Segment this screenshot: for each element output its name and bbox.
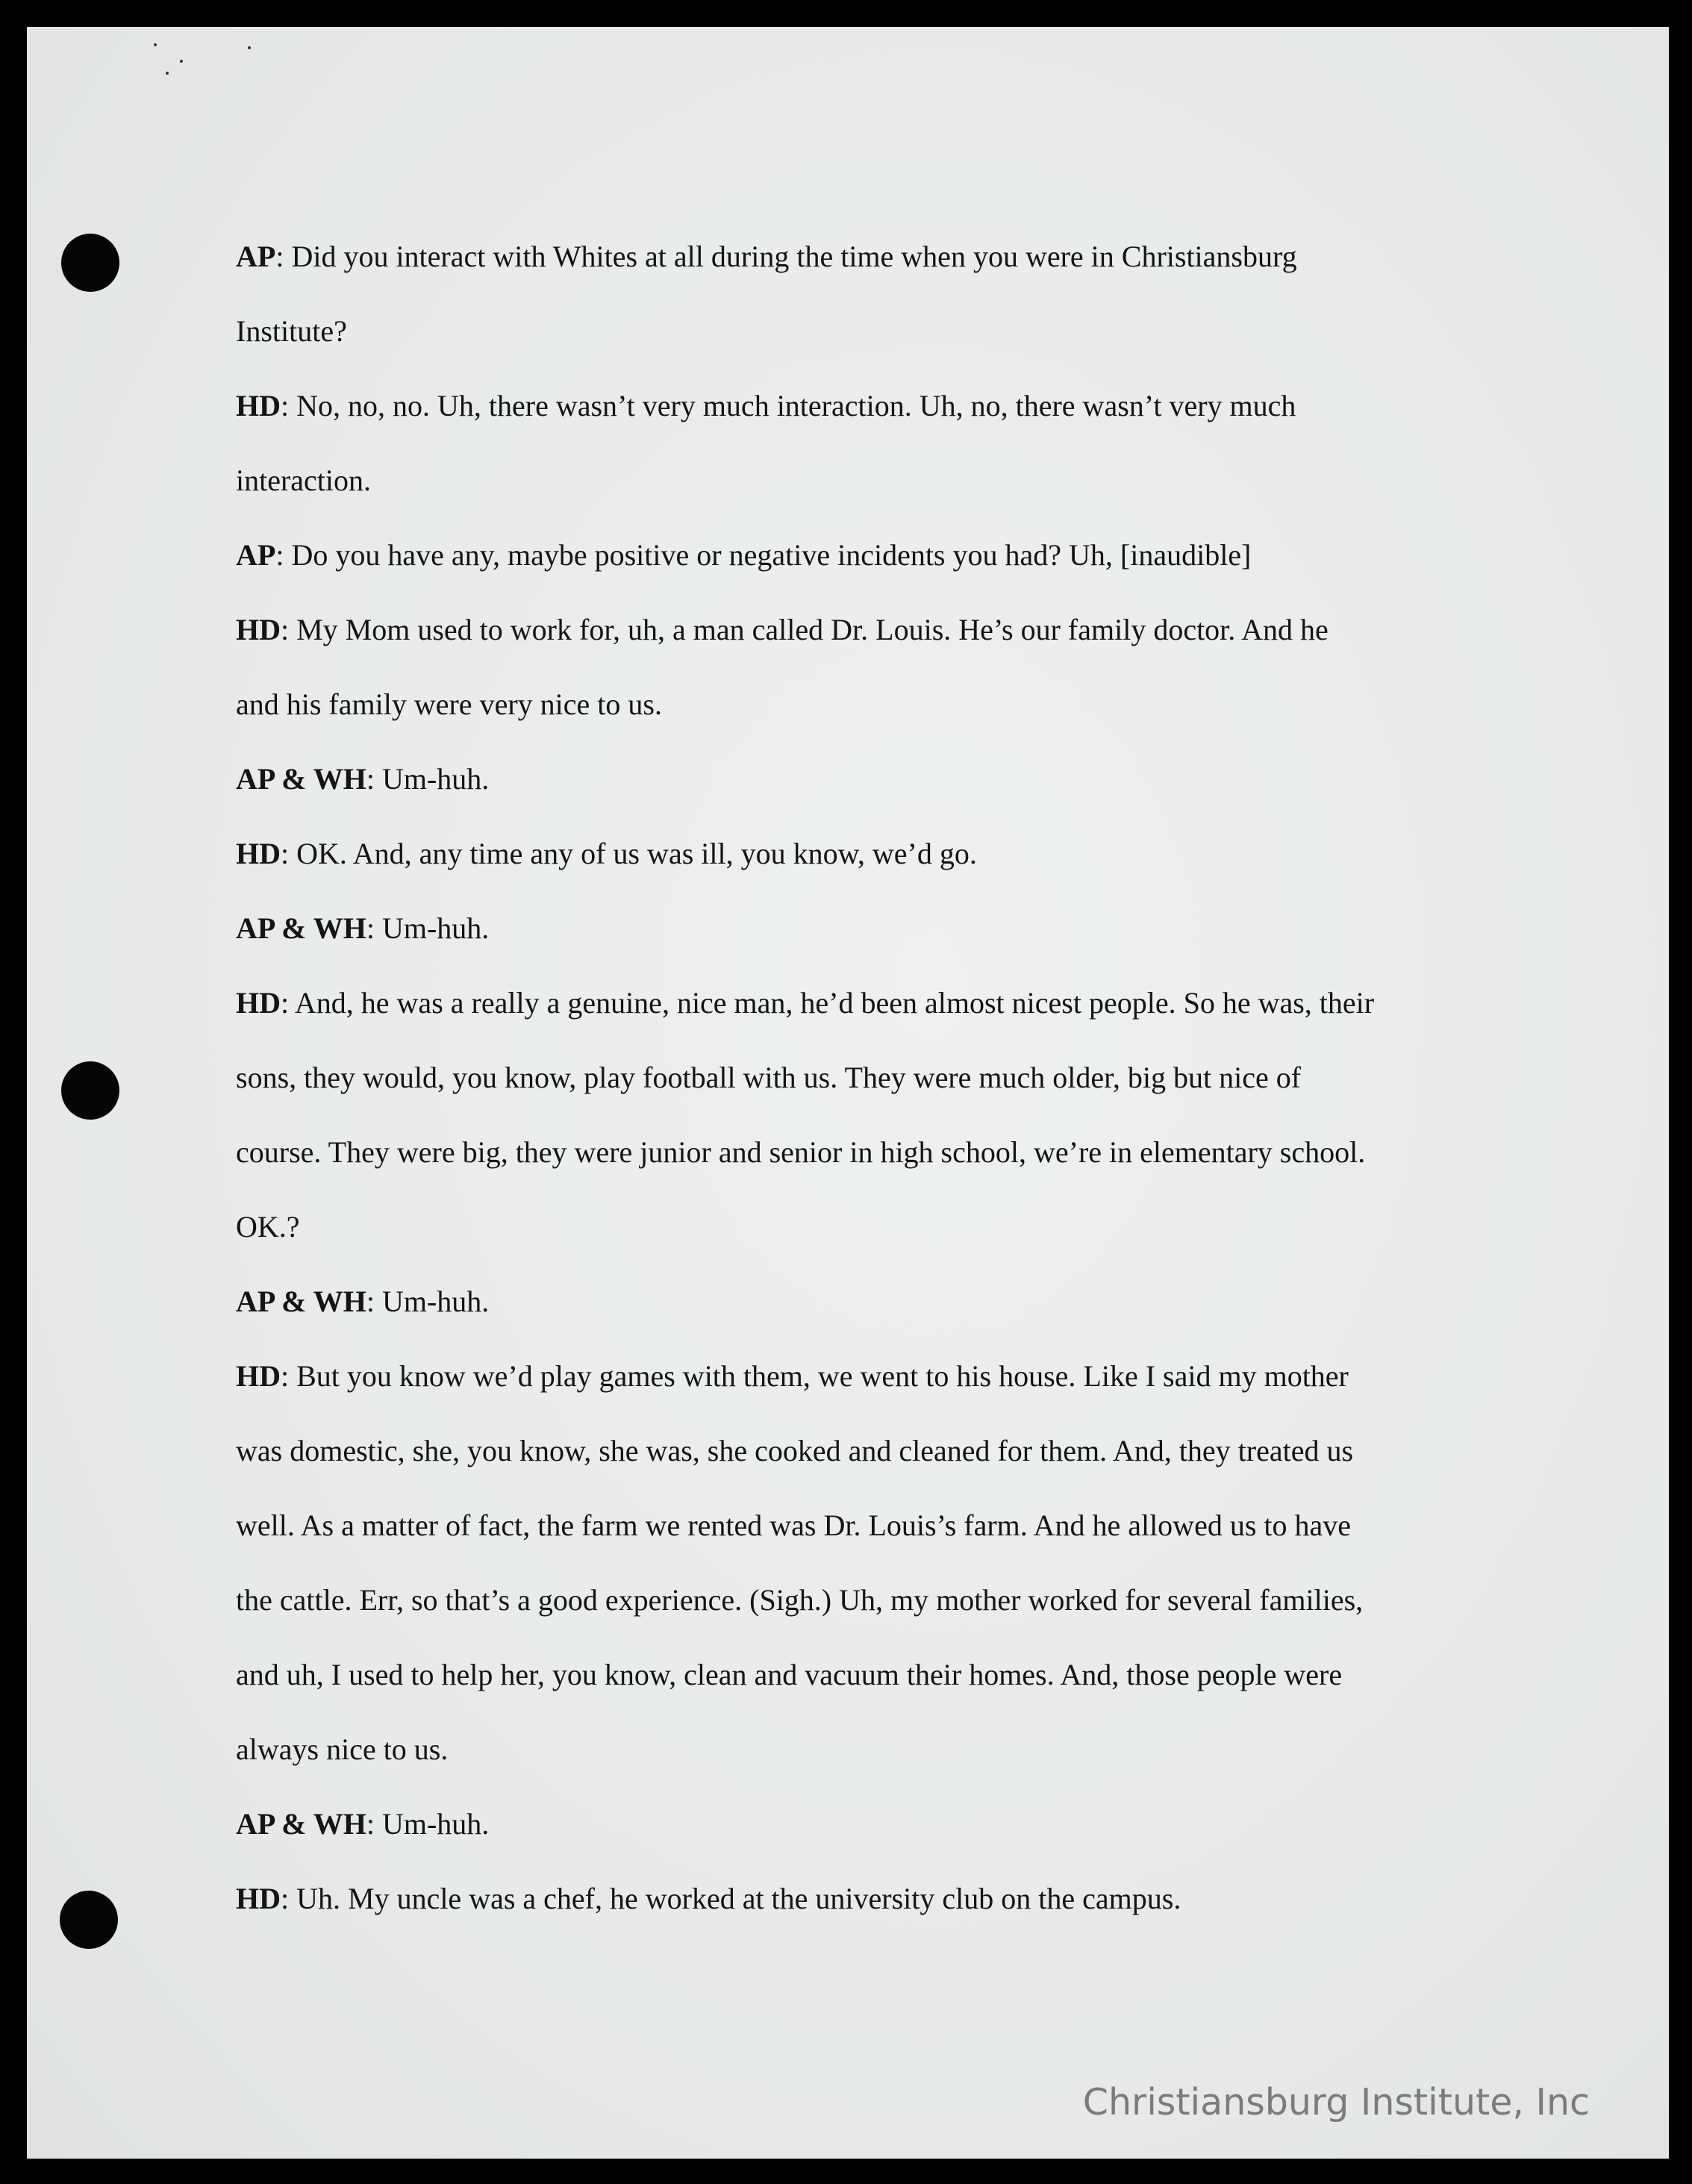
line-text: : Do you have any, maybe positive or negative incidents you had? Uh, [inaudible] [275,538,1252,572]
transcript-line [236,1503,1520,1578]
transcript-line [236,1130,1520,1205]
line-text: : Uh. My uncle was a chef, he worked at the university club on the campus. [281,1882,1181,1915]
punch-hole-top [61,234,119,292]
transcript-line [236,1802,1520,1876]
line-text: : Um-huh. [366,1285,490,1318]
speaker-label: AP & WH [236,911,366,945]
speaker-label: AP [236,240,276,273]
document-page [27,27,1669,2159]
paper-speck [166,72,169,75]
transcript-line [236,682,1520,757]
line-text: : Um-huh. [366,1807,490,1841]
line-text: : And, he was a really a genuine, nice man, he’d been almost nicest people. So he was, their [281,986,1375,1020]
speaker-label: HD [236,986,281,1020]
line-text: and uh, I used to help her, you know, clean and vacuum their homes. And, those people were [236,1658,1343,1691]
line-text: : Um-huh. [366,762,490,796]
line-text: : OK. And, any time any of us was ill, you know, we’d go. [281,837,977,870]
transcript-line [236,1578,1520,1653]
line-text: well. As a matter of fact, the farm we rented was Dr. Louis’s farm. And he allowed us to have [236,1508,1352,1542]
line-text: course. They were big, they were junior and senior in high school, we’re in elementary school. [236,1135,1366,1169]
speaker-label: AP & WH [236,1285,366,1318]
line-text: : Did you interact with Whites at all during the time when you were in Christiansburg [275,240,1297,273]
speaker-label: AP [236,538,276,572]
speaker-label: HD [236,1359,281,1393]
line-text: Institute? [236,314,347,348]
line-text: interaction. [236,464,372,497]
line-text: sons, they would, you know, play football with us. They were much older, big but nice of [236,1061,1302,1094]
line-text: : Um-huh. [366,911,490,945]
line-text: : But you know we’d play games with them, we went to his house. Like I said my mother [281,1359,1349,1393]
punch-hole-middle [61,1061,119,1120]
transcript-line [236,234,1520,309]
punch-hole-bottom [60,1891,118,1949]
transcript-line [236,1205,1520,1279]
line-text: always nice to us. [236,1732,449,1766]
transcript-line [236,1055,1520,1130]
transcript-line [236,533,1520,608]
paper-speck [180,60,183,63]
transcript-line [236,1354,1520,1429]
transcript-line [236,757,1520,832]
speaker-label: HD [236,613,281,646]
transcript-body [236,234,1520,1951]
transcript-line [236,906,1520,981]
line-text: and his family were very nice to us. [236,687,662,721]
transcript-line [236,1876,1520,1951]
paper-speck [154,43,157,46]
watermark: Christiansburg Institute, Inc [1082,2081,1590,2124]
paper-speck [248,46,251,49]
transcript-line [236,1279,1520,1354]
line-text: was domestic, she, you know, she was, she cooked and cleaned for them. And, they treated us [236,1434,1354,1467]
transcript-line [236,981,1520,1055]
transcript-line [236,1653,1520,1727]
transcript-line [236,309,1520,384]
speaker-label: AP & WH [236,1807,366,1841]
speaker-label: AP & WH [236,762,366,796]
line-text: : No, no, no. Uh, there wasn’t very much interaction. Uh, no, there wasn’t very much [281,389,1296,422]
transcript-line [236,458,1520,533]
line-text: : My Mom used to work for, uh, a man called Dr. Louis. He’s our family doctor. And he [281,613,1329,646]
speaker-label: HD [236,1882,281,1915]
transcript-line [236,384,1520,458]
transcript-line [236,832,1520,906]
transcript-line [236,608,1520,682]
transcript-line [236,1429,1520,1503]
speaker-label: HD [236,389,281,422]
line-text: the cattle. Err, so that’s a good experience. (Sigh.) Uh, my mother worked for several families, [236,1583,1364,1617]
transcript-line [236,1727,1520,1802]
line-text: OK.? [236,1210,300,1244]
speaker-label: HD [236,837,281,870]
